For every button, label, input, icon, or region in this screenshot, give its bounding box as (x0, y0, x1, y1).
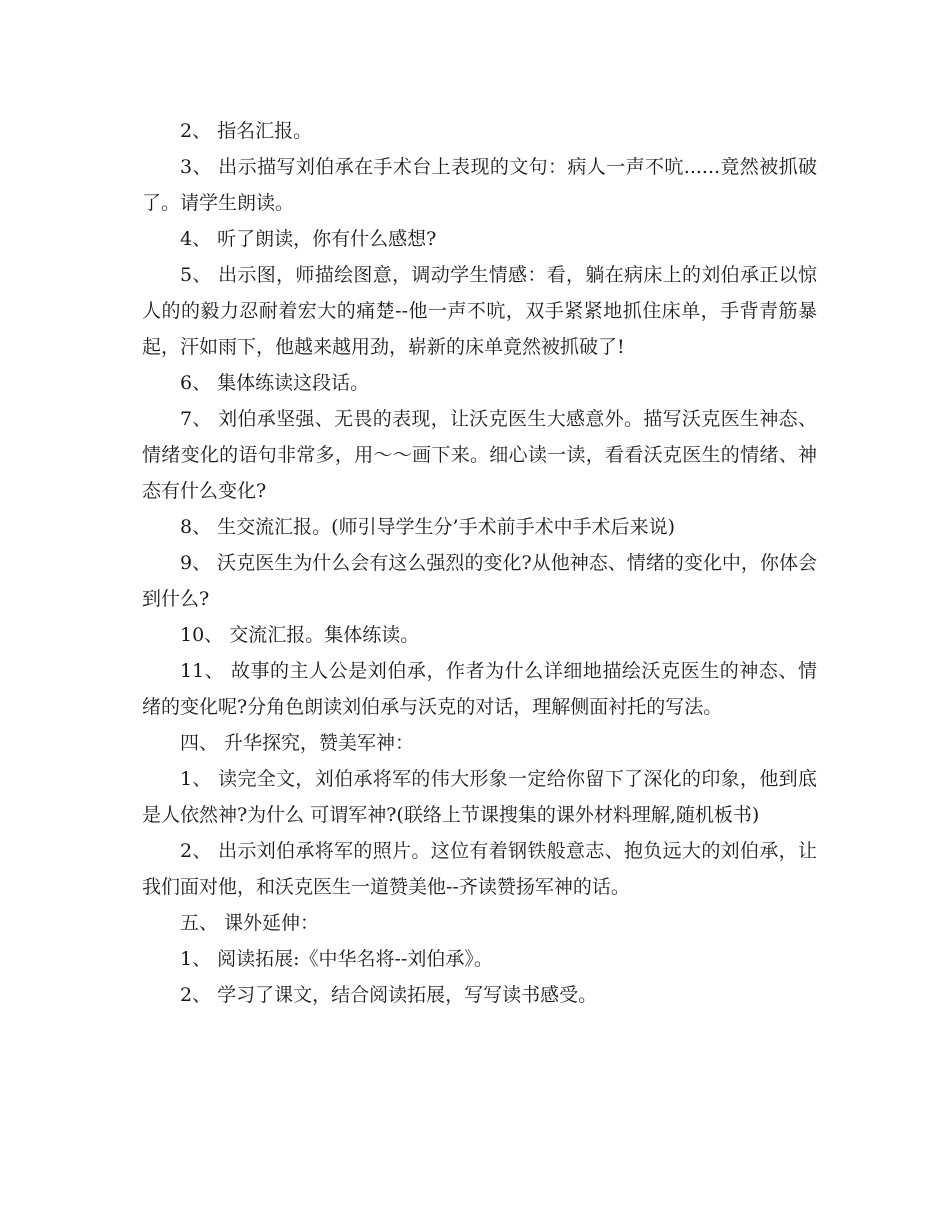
paragraph-section5-step-2: 2、 学习了课文，结合阅读拓展，写写读书感受。 (180, 984, 598, 1006)
paragraph-step-2-report: 2、 指名汇报。 (180, 120, 313, 142)
paragraph-section5-step-1: 1、 阅读拓展:《中华名将--刘伯承》。 (180, 948, 493, 970)
section-heading-four: 四、 升华探究，赞美军神： (180, 732, 415, 754)
paragraph-step-9-why-change: 9、 沃克医生为什么会有这么强烈的变化?从他神态、情绪的变化中，你体会到什么? (142, 552, 817, 610)
paragraph-step-3-show-text: 3、 出示描写刘伯承在手术台上表现的文句：病人一声不吭......竟然被抓破了。请学生朗读。 (142, 156, 817, 214)
section-heading-five: 五、 课外延伸： (180, 912, 320, 934)
paragraph-step-6-group-read: 6、 集体练读这段话。 (180, 372, 370, 394)
document-body (142, 113, 817, 1013)
paragraph-step-10-exchange: 10、 交流汇报。集体练读。 (180, 624, 420, 646)
paragraph-step-4-feelings: 4、 听了朗读，你有什么感想? (180, 228, 437, 250)
paragraph-step-7-doctor-expression: 7、 刘伯承坚强、无畏的表现，让沃克医生大感意外。描写沃克医生神态、情绪变化的语句非常多，用～～画下来。细心读一读，看看沃克医生的情绪、神态有什么变化? (142, 408, 817, 502)
paragraph-section4-step-2: 2、 出示刘伯承将军的照片。这位有着钢铁般意志、抱负远大的刘伯承，让我们面对他，和沃克医生一道赞美他--齐读赞扬军神的话。 (142, 840, 817, 898)
paragraph-section4-step-1: 1、 读完全文，刘伯承将军的伟大形象一定给你留下了深化的印象，他到底是人依然神?为什么 可谓军神?(联络上节课搜集的课外材料理解,随机板书) (142, 768, 817, 826)
paragraph-step-11-protagonist: 11、 故事的主人公是刘伯承，作者为什么详细地描绘沃克医生的神态、情绪的变化呢?分角色朗读刘伯承与沃克的对话，理解侧面衬托的写法。 (142, 660, 817, 718)
paragraph-step-8-student-report: 8、 生交流汇报。(师引导学生分’手术前手术中手术后来说) (180, 516, 675, 538)
paragraph-step-5-show-picture: 5、 出示图，师描绘图意，调动学生情感：看，躺在病床上的刘伯承正以惊人的的毅力忍耐着宏大的痛楚--他一声不吭，双手紧紧地抓住床单，手背青筋暴起，汗如雨下，他越来越用劲，崭新的床单竟然被抓破了! (142, 264, 817, 358)
